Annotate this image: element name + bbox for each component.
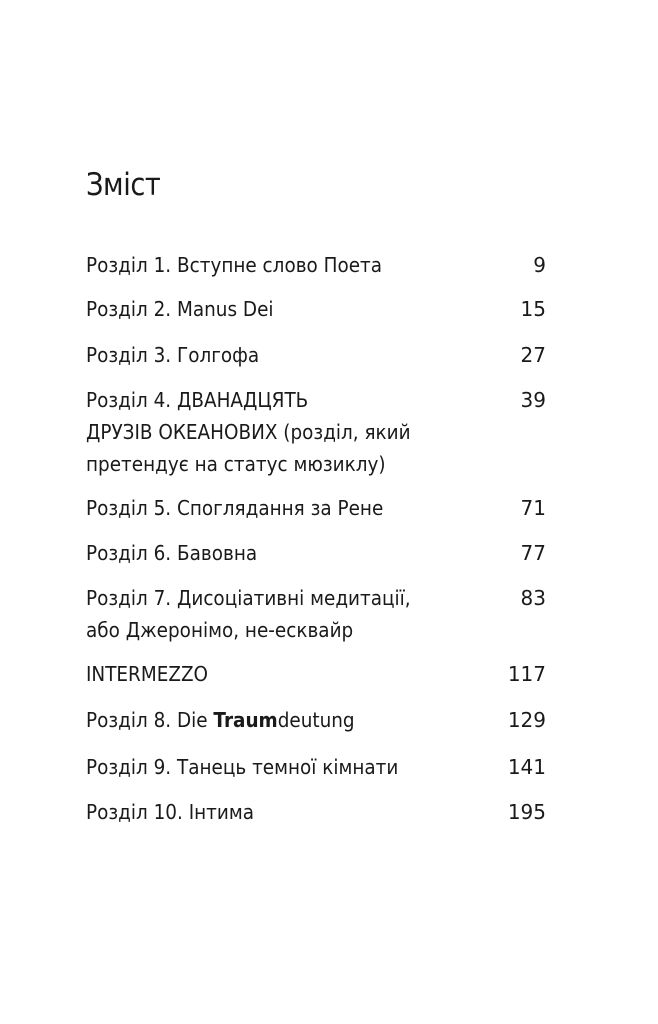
toc-entry bbox=[86, 249, 546, 281]
toc-entry bbox=[86, 751, 546, 783]
toc-entry-label bbox=[86, 704, 445, 736]
toc-entry-label: Розділ 3. Голгофа bbox=[86, 343, 260, 367]
toc-entry bbox=[86, 537, 546, 569]
toc-entry bbox=[86, 582, 546, 646]
toc-entry-page: 39 bbox=[520, 388, 546, 412]
toc-entry bbox=[86, 293, 546, 325]
toc-entry bbox=[86, 339, 546, 371]
toc-entry-label-bold: Traum bbox=[213, 708, 278, 732]
toc-entry-label: Розділ 6. Бавовна bbox=[86, 541, 258, 565]
toc-entry-label: Розділ 9. Танець темної кімнати bbox=[86, 755, 399, 779]
toc-entry-label: Розділ 4. ДВАНАДЦЯТЬ ДРУЗІВ ОКЕАНОВИХ (розділ, який претендує на статус мюзиклу) bbox=[86, 388, 411, 476]
toc-entry bbox=[86, 704, 546, 736]
toc-entry bbox=[86, 492, 546, 524]
toc-entry bbox=[86, 658, 546, 690]
toc-entry-page: 83 bbox=[520, 586, 546, 610]
toc-entry-label: INTERMEZZO bbox=[86, 662, 209, 686]
toc-entry-page: 27 bbox=[520, 343, 546, 367]
toc-entry-page: 129 bbox=[507, 708, 546, 732]
toc-entry-page: 9 bbox=[533, 253, 546, 277]
toc-entry-page: 77 bbox=[520, 541, 546, 565]
toc-entry bbox=[86, 796, 546, 828]
page-title: Зміст bbox=[86, 167, 161, 203]
toc-entry bbox=[86, 384, 546, 480]
toc-entry-label: Розділ 2. Manus Dei bbox=[86, 297, 274, 321]
toc-entry-label-suffix: deutung bbox=[277, 708, 355, 732]
toc-entry-page: 71 bbox=[520, 496, 546, 520]
toc-entry-label: Розділ 1. Вступне слово Поета bbox=[86, 253, 383, 277]
toc-entry-label: Розділ 7. Дисоціативні медитації, або Джеронімо, не-есквайр bbox=[86, 586, 411, 642]
toc-entry-label: Розділ 10. Інтима bbox=[86, 800, 254, 824]
toc-entry-page: 15 bbox=[520, 297, 546, 321]
toc-entry-label: Розділ 5. Споглядання за Рене bbox=[86, 496, 384, 520]
toc-entry-page: 141 bbox=[507, 755, 546, 779]
toc-entry-page: 195 bbox=[507, 800, 546, 824]
toc-entry-label-prefix: Розділ 8. Die bbox=[86, 708, 214, 732]
toc-entry-page: 117 bbox=[507, 662, 546, 686]
